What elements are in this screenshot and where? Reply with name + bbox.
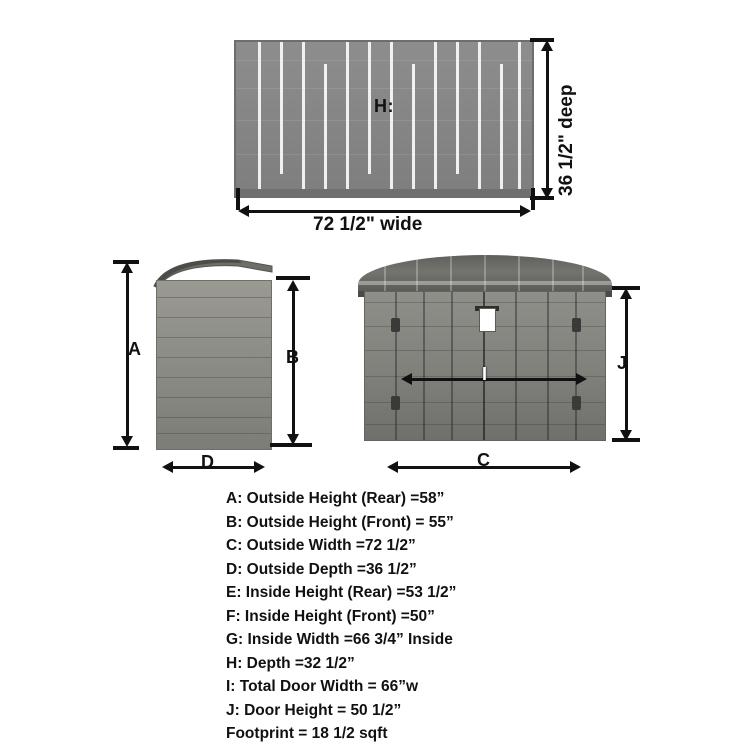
hinge-icon [391, 396, 400, 410]
legend-item: Footprint = 18 1/2 sqft [226, 725, 388, 742]
door-latch [479, 308, 496, 332]
letter-c: C [477, 450, 490, 470]
plan-width-label: 72 1/2" wide [313, 214, 423, 235]
legend-item: C: Outside Width =72 1/2” [226, 537, 416, 554]
legend-item: B: Outside Height (Front) = 55” [226, 513, 454, 531]
letter-j: J [617, 353, 628, 373]
hinge-icon [572, 318, 581, 332]
legend [226, 487, 646, 746]
letter-a: A [128, 339, 141, 359]
letter-d: D [201, 452, 214, 472]
side-wall [156, 280, 272, 450]
front-isometric-view [358, 255, 612, 453]
hinge-icon [391, 318, 400, 332]
plan-inner-label: H: [374, 96, 394, 116]
legend-item: I: Total Door Width = 66”w [226, 678, 419, 695]
top-plan-view [234, 40, 534, 198]
letter-i: I [482, 364, 488, 384]
legend-item: G: Inside Width =66 3/4” Inside [226, 631, 453, 648]
legend-item: D: Outside Depth =36 1/2” [226, 560, 417, 578]
legend-item: F: Inside Height (Front) =50” [226, 607, 435, 625]
legend-item: E: Inside Height (Rear) =53 1/2” [226, 584, 457, 601]
legend-item: J: Door Height = 50 1/2” [226, 701, 402, 719]
legend-item: A: Outside Height (Rear) =58” [226, 490, 445, 507]
legend-item: H: Depth =32 1/2” [226, 654, 355, 672]
side-elevation-view [156, 258, 272, 450]
hinge-icon [572, 396, 581, 410]
letter-b: B [286, 347, 299, 367]
plan-depth-label: 36 1/2" deep [556, 84, 577, 196]
